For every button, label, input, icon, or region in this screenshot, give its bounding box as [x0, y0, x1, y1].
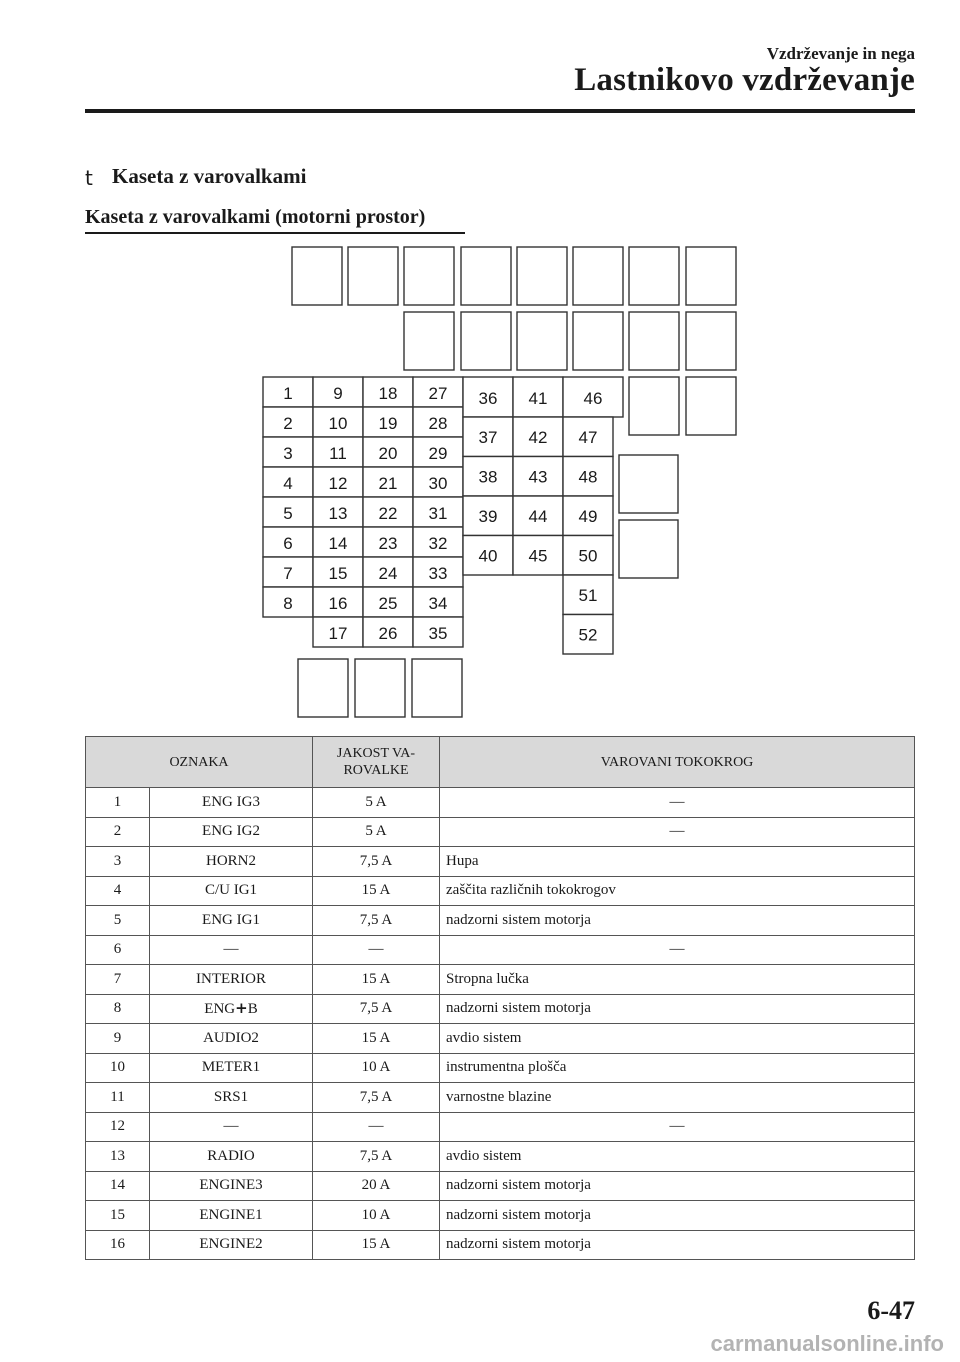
fuse-name-cell: METER1 [150, 1053, 313, 1083]
fuse-number-cell: 3 [86, 847, 150, 877]
fuse-name-cell: C/U IG1 [150, 876, 313, 906]
table-row [86, 1171, 915, 1201]
fuse-slot-label: 38 [478, 467, 498, 487]
table-row [86, 788, 915, 818]
header-oznaka: OZNAKA [86, 737, 313, 788]
fuse-circuit-cell: nadzorni sistem motorja [440, 1201, 915, 1231]
relay-block [404, 312, 454, 370]
fuse-slot-label: 29 [428, 444, 448, 463]
fuse-number-cell: 14 [86, 1171, 150, 1201]
fuse-slot-label: 32 [428, 534, 448, 553]
relay-block [629, 312, 679, 370]
fuse-slot-label: 13 [328, 504, 348, 523]
fuse-slot-label: 37 [478, 428, 498, 447]
fuse-name-cell: ENG IG2 [150, 817, 313, 847]
relay-block [461, 312, 511, 370]
fuse-slot-label: 41 [528, 389, 548, 408]
fuse-circuit-cell: — [440, 817, 915, 847]
fuse-slot-label: 10 [328, 414, 348, 433]
fuse-slot-label: 46 [583, 389, 603, 408]
fuse-rating-cell: 20 A [313, 1171, 440, 1201]
section-heading: Kaseta z varovalkami [112, 164, 307, 188]
header-tokokrog: VAROVANI TOKOKROG [440, 737, 915, 788]
relay-block [686, 247, 736, 305]
relay-block [517, 247, 567, 305]
fuse-rating-cell: 15 A [313, 965, 440, 995]
fuse-name-cell: ENGINE2 [150, 1230, 313, 1260]
fuse-circuit-cell: — [440, 1112, 915, 1142]
fuse-name-cell: ENGINE1 [150, 1201, 313, 1231]
fuse-name-cell: ENG IG1 [150, 906, 313, 936]
fuse-slot-label: 15 [328, 564, 348, 583]
fuse-number-cell: 16 [86, 1230, 150, 1260]
fuse-slot-label: 1 [283, 384, 293, 403]
relay-block [573, 247, 623, 305]
fuse-slot-label: 6 [283, 534, 293, 553]
table-row [86, 1112, 915, 1142]
fuse-slot-label: 14 [328, 534, 348, 553]
subsection-heading: Kaseta z varovalkami (motorni prostor) [85, 206, 426, 228]
fuse-slot-label: 50 [578, 546, 598, 566]
fuse-slot-label: 45 [528, 546, 548, 566]
fuse-circuit-cell: avdio sistem [440, 1142, 915, 1172]
fuse-number-cell: 10 [86, 1053, 150, 1083]
fuse-circuit-cell: — [440, 788, 915, 818]
fuse-slot-label: 20 [378, 444, 398, 463]
fuse-number-cell: 4 [86, 876, 150, 906]
fuse-table [85, 736, 915, 1260]
fuse-slot-label: 3 [283, 444, 293, 463]
table-row [86, 994, 915, 1024]
fuse-number-cell: 8 [86, 994, 150, 1024]
table-header-row [86, 737, 915, 788]
header-jakost [313, 737, 440, 788]
fuse-slot-label: 30 [428, 474, 448, 493]
table-row [86, 1024, 915, 1054]
fuse-number-cell: 11 [86, 1083, 150, 1113]
relay-block [298, 659, 348, 717]
fuse-slot-label: 40 [478, 546, 498, 566]
fuse-number-cell: 6 [86, 935, 150, 965]
relay-block [573, 312, 623, 370]
fuse-slot-label: 21 [378, 474, 398, 493]
table-row [86, 876, 915, 906]
fuse-number-cell: 12 [86, 1112, 150, 1142]
fuse-name-cell: INTERIOR [150, 965, 313, 995]
fuse-circuit-cell: nadzorni sistem motorja [440, 906, 915, 936]
table-row [86, 965, 915, 995]
fuse-number-cell: 13 [86, 1142, 150, 1172]
fuse-rating-cell: 5 A [313, 788, 440, 818]
fuse-rating-cell: 15 A [313, 1230, 440, 1260]
fuse-rating-cell: 7,5 A [313, 847, 440, 877]
fuse-name-cell: AUDIO2 [150, 1024, 313, 1054]
fuse-number-cell: 1 [86, 788, 150, 818]
fuse-slot-label: 17 [328, 624, 348, 643]
fuse-circuit-cell: nadzorni sistem motorja [440, 1230, 915, 1260]
fuse-slot-label: 8 [283, 594, 293, 613]
fuse-name-cell: ENG IG3 [150, 788, 313, 818]
fuse-slot-label: 7 [283, 564, 293, 583]
fuse-number-cell: 7 [86, 965, 150, 995]
fuse-slot-label: 16 [328, 594, 348, 613]
header-jakost-line-1: JAKOST VA- [336, 746, 416, 761]
fuse-rating-cell: 15 A [313, 1024, 440, 1054]
fuse-circuit-cell: Hupa [440, 847, 915, 877]
fuse-slot-label: 42 [528, 428, 548, 447]
fuse-circuit-cell: instrumentna plošča [440, 1053, 915, 1083]
fuse-rating-cell: — [313, 935, 440, 965]
fuse-name-cell: RADIO [150, 1142, 313, 1172]
fuse-number-cell: 2 [86, 817, 150, 847]
fuse-slot-label: 51 [578, 586, 598, 605]
fuse-slot-label: 33 [428, 564, 448, 583]
table-row [86, 847, 915, 877]
relay-block [292, 247, 342, 305]
fuse-name-cell: — [150, 935, 313, 965]
table-row [86, 935, 915, 965]
fuse-slot-label: 23 [378, 534, 398, 553]
table-row [86, 1230, 915, 1260]
fuse-number-cell: 15 [86, 1201, 150, 1231]
fuse-slot-label: 12 [328, 474, 348, 493]
fuse-name-cell: ENG+B [150, 994, 313, 1024]
fuse-rating-cell: 10 A [313, 1201, 440, 1231]
fuse-circuit-cell: nadzorni sistem motorja [440, 994, 915, 1024]
fuse-rating-cell: 15 A [313, 876, 440, 906]
relay-block [355, 659, 405, 717]
page-number: 6-47 [867, 1296, 915, 1325]
fuse-slot-label: 5 [283, 504, 293, 523]
fuse-slot-label: 44 [528, 507, 548, 526]
table-row [86, 1083, 915, 1113]
table-row [86, 1201, 915, 1231]
relay-block [686, 377, 736, 435]
fuse-slot-label: 49 [578, 507, 598, 526]
fuse-rating-cell: 7,5 A [313, 1142, 440, 1172]
relay-block [461, 247, 511, 305]
header-jakost-line-2: ROVALKE [343, 763, 409, 778]
heading-bullet: t [85, 166, 93, 190]
fuse-slot-label: 24 [378, 564, 398, 583]
fuse-name-cell: HORN2 [150, 847, 313, 877]
relay-block [686, 312, 736, 370]
relay-block [619, 520, 678, 578]
table-row [86, 1142, 915, 1172]
relay-block [629, 247, 679, 305]
fuse-slot-label: 43 [528, 467, 548, 487]
fuse-circuit-cell: — [440, 935, 915, 965]
table-row [86, 906, 915, 936]
fuse-slot-label: 31 [428, 504, 448, 523]
fuse-circuit-cell: nadzorni sistem motorja [440, 1171, 915, 1201]
relay-block [629, 377, 679, 435]
fuse-slot-label: 47 [578, 428, 598, 447]
relay-block [619, 455, 678, 513]
chapter-title: Lastnikovo vzdrževanje [574, 62, 915, 98]
fuse-slot-label: 4 [283, 474, 293, 493]
fuse-slot-label: 28 [428, 414, 448, 433]
fuse-slot-label: 19 [378, 414, 398, 433]
relay-block [404, 247, 454, 305]
fuse-name-cell: SRS1 [150, 1083, 313, 1113]
fuse-circuit-cell: avdio sistem [440, 1024, 915, 1054]
section-title: Vzdrževanje in nega [766, 44, 915, 63]
fuse-slot-label: 11 [329, 444, 347, 463]
fuse-circuit-cell: Stropna lučka [440, 965, 915, 995]
fuse-circuit-cell: zaščita različnih tokokrogov [440, 876, 915, 906]
fuse-slot-label: 34 [428, 594, 448, 613]
fuse-number-cell: 5 [86, 906, 150, 936]
table-row [86, 1053, 915, 1083]
fuse-slot-label: 9 [333, 384, 343, 403]
watermark: carmanualsonline.info [710, 1331, 944, 1356]
relay-block [412, 659, 462, 717]
fuse-slot-label: 18 [378, 384, 398, 403]
fuse-slot-label: 22 [378, 504, 398, 523]
fuse-slot-label: 26 [378, 624, 398, 643]
fuse-slot-label: 39 [478, 507, 498, 526]
fuse-slot-label: 25 [378, 594, 398, 613]
fuse-rating-cell: 5 A [313, 817, 440, 847]
fuse-circuit-cell: varnostne blazine [440, 1083, 915, 1113]
fuse-rating-cell: 7,5 A [313, 994, 440, 1024]
table-row [86, 817, 915, 847]
fuse-rating-cell: — [313, 1112, 440, 1142]
fuse-slot-label: 48 [578, 467, 598, 487]
relay-block [348, 247, 398, 305]
fuse-name-cell: ENGINE3 [150, 1171, 313, 1201]
fuse-name-cell: — [150, 1112, 313, 1142]
relay-block [517, 312, 567, 370]
fuse-rating-cell: 7,5 A [313, 906, 440, 936]
fuse-slot-label: 2 [283, 414, 293, 433]
fuse-slot-label: 35 [428, 624, 448, 643]
fuse-rating-cell: 7,5 A [313, 1083, 440, 1113]
fuse-number-cell: 9 [86, 1024, 150, 1054]
fuse-slot-label: 27 [428, 384, 448, 403]
fuse-rating-cell: 10 A [313, 1053, 440, 1083]
fuse-slot-label: 52 [578, 625, 598, 645]
fuse-slot-label: 36 [478, 389, 498, 408]
